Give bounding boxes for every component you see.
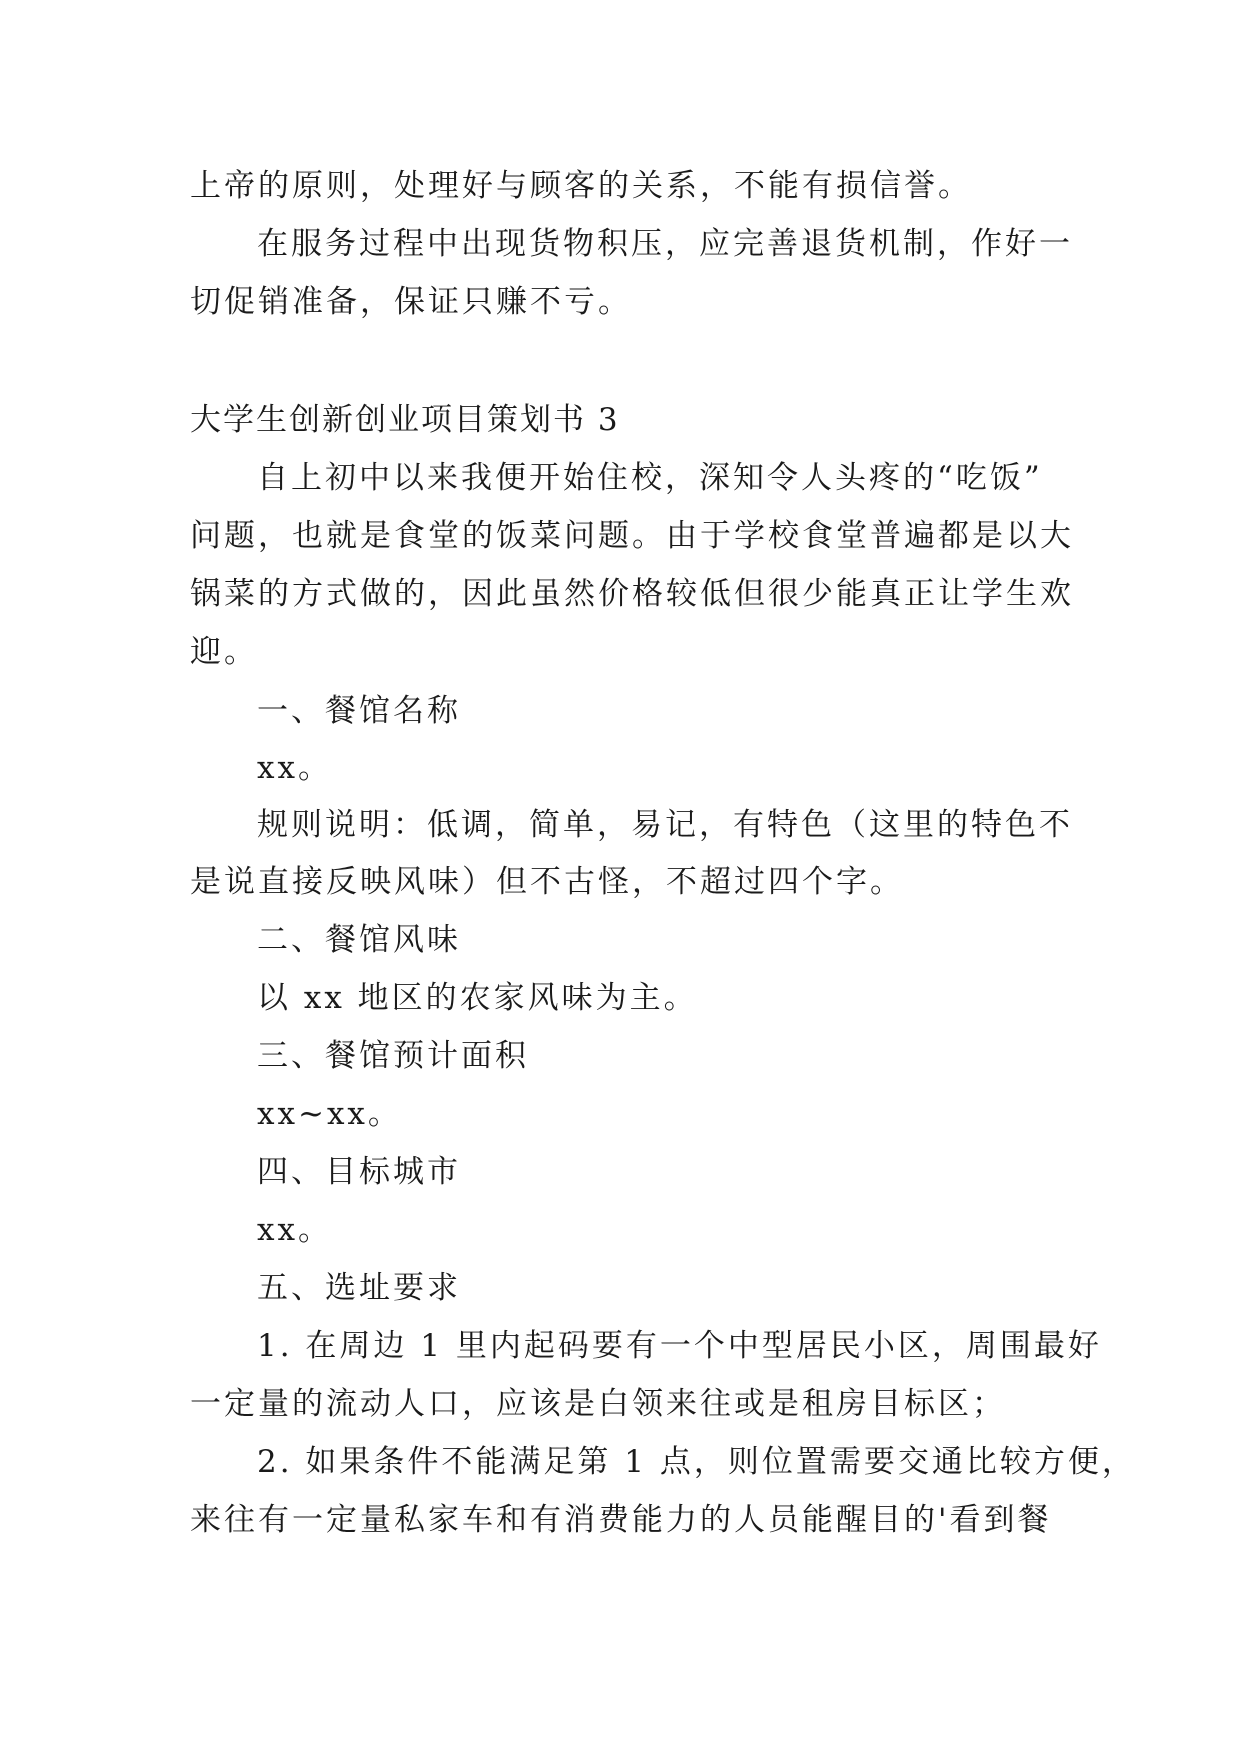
paragraph-line: xx。 [257,750,332,786]
section-heading: 一、餐馆名称 [257,693,461,729]
paragraph-line: 上帝的原则，处理好与顾客的关系，不能有损信誉。 [190,168,972,204]
paragraph-line: xx~xx。 [257,1096,402,1132]
paragraph-line: 2. 如果条件不能满足第 1 点，则位置需要交通比较方便， [257,1444,1136,1480]
paragraph-line: 以 xx 地区的农家风味为主。 [257,980,698,1016]
paragraph-line: 是说直接反映风味）但不古怪，不超过四个字。 [190,864,904,900]
paragraph-line: 自上初中以来我便开始住校，深知令人头疼的“吃饭” [257,460,1043,496]
paragraph-line: 切促销准备，保证只赚不亏。 [190,284,632,320]
section-heading: 四、目标城市 [257,1154,461,1190]
paragraph-line: 1. 在周边 1 里内起码要有一个中型居民小区，周围最好 [257,1328,1102,1364]
paragraph-line: 来往有一定量私家车和有消费能力的人员能醒目的'看到餐 [190,1502,1052,1538]
paragraph-line: 规则说明：低调，简单，易记，有特色（这里的特色不 [257,807,1073,843]
section-heading: 五、选址要求 [257,1270,461,1306]
paragraph-line: 锅菜的方式做的，因此虽然价格较低但很少能真正让学生欢 [190,576,1074,612]
section-heading: 二、餐馆风味 [257,922,461,958]
paragraph-line: xx。 [257,1212,332,1248]
paragraph-line: 问题，也就是食堂的饭菜问题。由于学校食堂普遍都是以大 [190,518,1074,554]
section-heading: 三、餐馆预计面积 [257,1038,529,1074]
section-title: 大学生创新创业项目策划书 3 [190,402,620,438]
paragraph-line: 在服务过程中出现货物积压，应完善退货机制，作好一 [257,226,1073,262]
paragraph-line: 一定量的流动人口，应该是白领来往或是租房目标区； [190,1386,1006,1422]
paragraph-line: 迎。 [190,634,258,670]
